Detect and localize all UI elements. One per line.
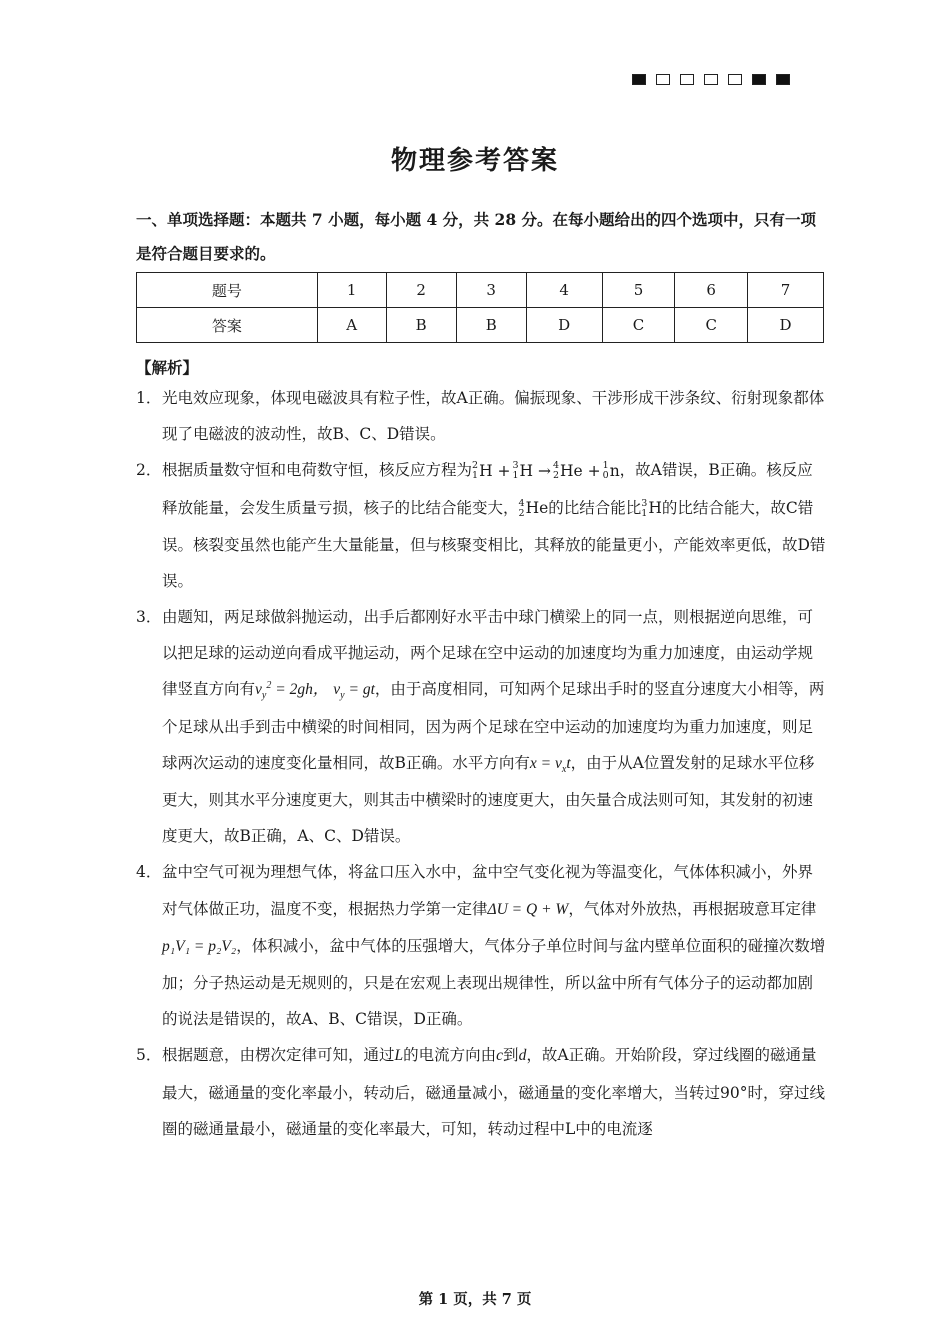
- answer-table: [136, 272, 824, 343]
- analysis-item-2: [136, 452, 826, 599]
- answer-cell: C: [602, 308, 675, 343]
- item-text: 根据质量数守恒和电荷数守恒，核反应方程为: [162, 461, 473, 480]
- item-text: ，体积减小，盆中气体的压强增大，气体分子单位时间与盆内壁单位面积的碰撞次数增加；分子热运动是无规则的，只是在宏观上表现出规律性，所以盆中所有气体分子的运动都加剧的说法是错误的，故A、B、C错误，D正确。: [162, 936, 826, 1029]
- mark-filled: [632, 74, 646, 85]
- mark-empty: [704, 74, 718, 85]
- answer-cell: A: [317, 308, 386, 343]
- item-text: ，由于从A位置发射的足球水平位移更大，则其水平分速度更大，则其击中横梁时的速度更大，由矢量合成法则可知，其发射的初速度更大，故B正确，A、C、D错误。: [162, 753, 815, 846]
- nuclear-equation: 2 1 H + 3 1 H → 4 2 He + 1 0 n: [472, 460, 620, 482]
- analysis-item-4: [136, 854, 826, 1037]
- answer-cell: C: [675, 308, 748, 343]
- analysis-label: 【解析】: [136, 358, 199, 377]
- mark-filled: [752, 74, 766, 85]
- header-marks: [632, 74, 790, 85]
- item-text: 根据题意，由楞次定律可知，通过: [162, 1046, 395, 1065]
- item-text: 的比结合能大，故C错误。核裂变虽然也能产生大量能量，但与核聚变相比，其释放的能量更小，产能效率更低，故D错误。: [162, 498, 826, 590]
- answer-cell: D: [526, 308, 602, 343]
- item-text: 到: [503, 1046, 519, 1065]
- table-row: [137, 273, 824, 308]
- item-text: 盆中空气可视为理想气体，将盆口压入水中，盆中空气变化视为等温变化，气体体积减小，外界对气体做正功，温度不变，根据热力学第一定律: [162, 863, 814, 918]
- formula-first-law: ΔU = Q + W: [487, 900, 569, 918]
- item-text: 的比结合能比: [548, 498, 642, 517]
- analysis-item-5: [136, 1037, 826, 1147]
- answer-cell: B: [386, 308, 456, 343]
- formula-vy2: $v_y^2 = 2gh$，: [255, 680, 329, 702]
- item-text: 的电流方向由: [403, 1046, 497, 1065]
- answer-cell: B: [456, 308, 526, 343]
- item-text: 时，穿过线圈的磁通量最小，磁通量的变化率最大，可知，转动过程中L中的电流逐: [162, 1083, 826, 1138]
- question-number: 1: [317, 273, 386, 308]
- answer-cell: D: [748, 308, 824, 343]
- row-label: 题号: [137, 273, 318, 308]
- formula-vy: $v_y$ = gt: [333, 681, 375, 702]
- mark-empty: [680, 74, 694, 85]
- question-number: 3: [456, 273, 526, 308]
- item-text: 光电效应现象，体现电磁波具有粒子性，故A正确。偏振现象、干涉形成干涉条纹、衍射现象都体现了电磁波的波动性，故B、C、D错误。: [162, 389, 825, 444]
- item-number: 1．: [136, 389, 162, 407]
- item-number: 4．: [136, 863, 162, 882]
- question-number: 7: [748, 273, 824, 308]
- table-row: [137, 308, 824, 343]
- analysis-item-3: [136, 599, 826, 854]
- angle-90: 90°: [720, 1083, 748, 1102]
- section-heading: 一、单项选择题：本题共 7 小题，每小题 4 分，共 28 分。在每小题给出的四个选项中，只有一项是符合题目要求的。: [136, 210, 817, 263]
- analysis-body: [136, 380, 826, 1147]
- item-text: ，故A错误，B正确。核反应释放能量，会发生质量亏损，核子的比结合能变大，: [162, 461, 813, 517]
- symbol-d: d: [518, 1047, 527, 1065]
- item-text: 由题知，两足球做斜抛运动，出手后都刚好水平击中球门横梁上的同一点，则根据逆向思维，可以把足球的运动逆向看成平抛运动，两个足球在空中运动的加速度均为重力加速度，由运动学规律竖直方向有: [162, 608, 814, 699]
- formula-x: $x = v_xt$: [529, 754, 571, 775]
- item-text: ，气体对外放热，再根据玻意耳定律: [568, 899, 817, 918]
- question-number: 5: [602, 273, 675, 308]
- question-number: 4: [526, 273, 602, 308]
- helium-nucleus: 4 2 He: [518, 497, 549, 519]
- question-number: 2: [386, 273, 456, 308]
- item-number: 2．: [136, 461, 162, 480]
- symbol-L: L: [394, 1047, 404, 1065]
- item-number: 5．: [136, 1046, 162, 1065]
- item-text: ，由于高度相同，可知两个足球出手时的竖直分速度大小相等，两个足球从出手到击中横梁的时间相同，因为两个足球在空中运动的加速度均为重力加速度，则足球两次运动的速度变化量相同，故B正确。水平方向有: [162, 680, 825, 772]
- mark-empty: [656, 74, 670, 85]
- page-footer: 第 1 页，共 7 页: [418, 1291, 532, 1308]
- mark-empty: [728, 74, 742, 85]
- tritium-nucleus: 3 1 H: [641, 497, 662, 519]
- page-title: 物理参考答案: [390, 146, 559, 176]
- formula-boyle: p₁V₁ = p₂V₂: [162, 937, 237, 955]
- item-text: ，故A正确。开始阶段，穿过线圈的磁通量最大，磁通量的变化率最小，转动后，磁通量减小，磁通量的变化率增大，当转过: [162, 1046, 817, 1102]
- analysis-item-1: [136, 380, 826, 452]
- symbol-c: c: [496, 1047, 504, 1065]
- item-number: 3．: [136, 608, 162, 627]
- row-label: 答案: [137, 308, 318, 343]
- mark-filled: [776, 74, 790, 85]
- question-number: 6: [675, 273, 748, 308]
